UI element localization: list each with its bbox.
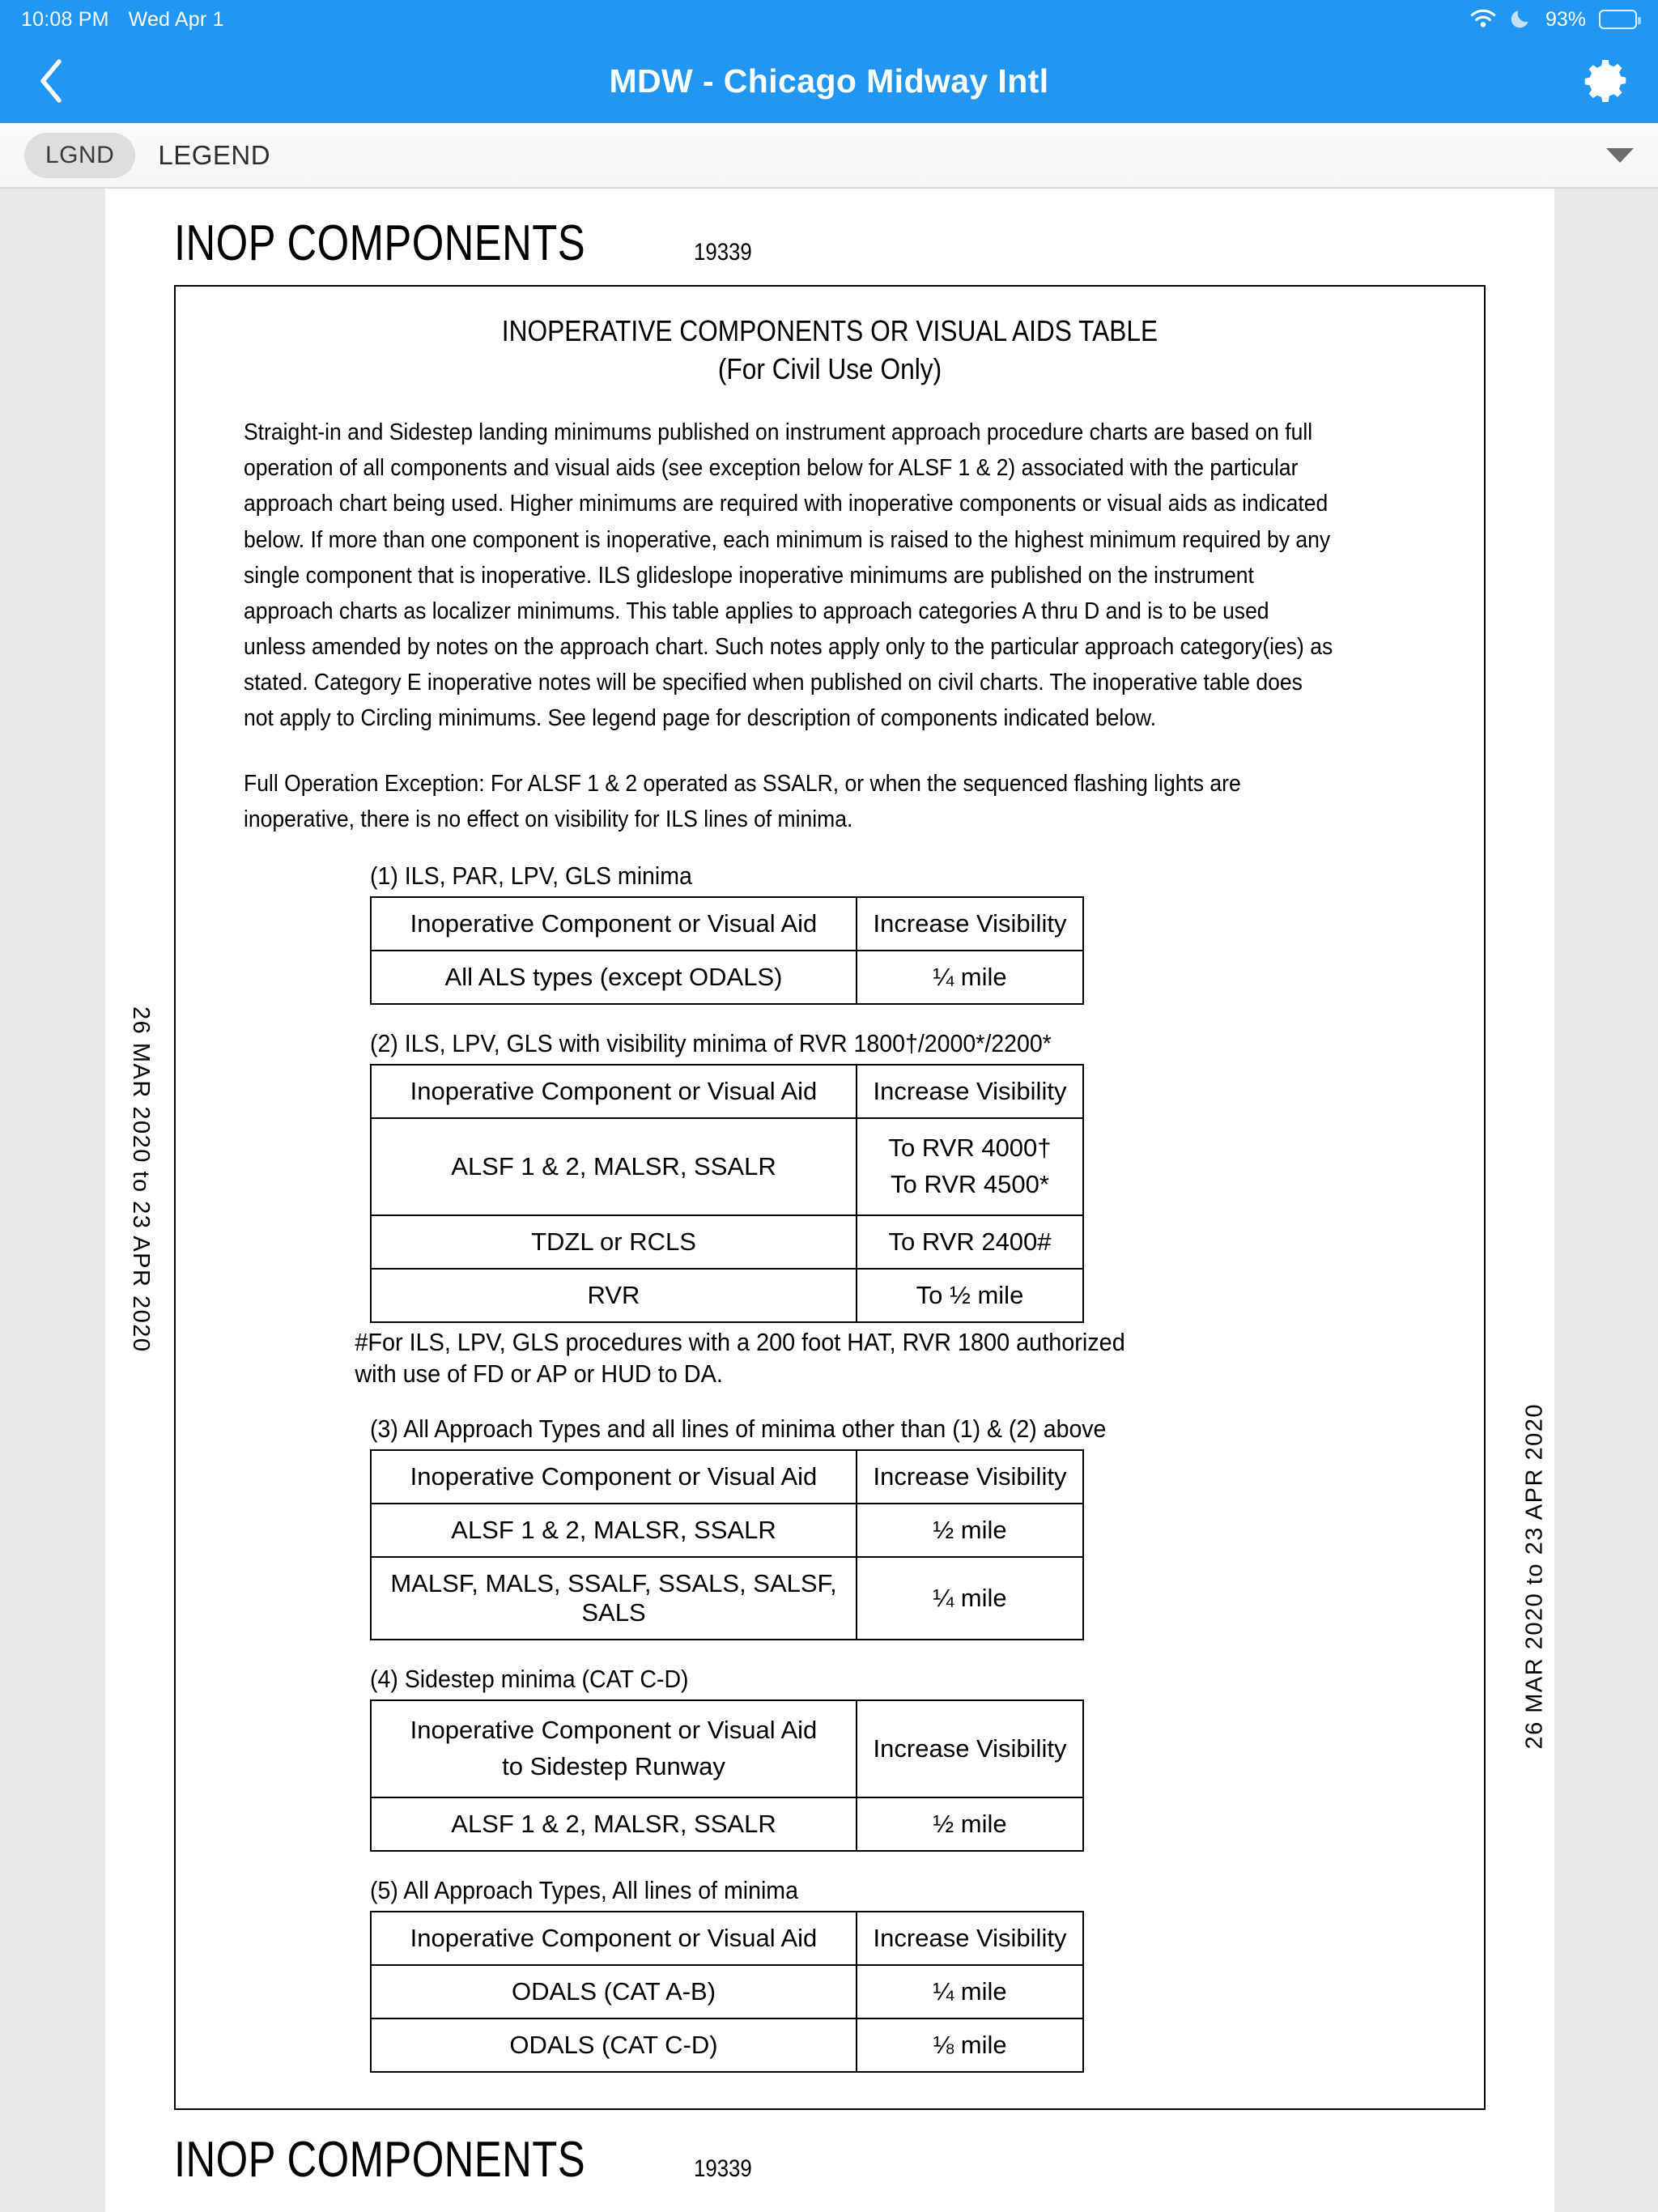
table-row: [371, 951, 1083, 1004]
back-button[interactable]: [28, 57, 76, 105]
document-header-number: 19339: [693, 239, 752, 266]
document-footer: [154, 2110, 1506, 2189]
inop-components-document: [105, 189, 1554, 2189]
status-time: 10:08 PM: [21, 7, 109, 31]
section-5-heading: (5) All Approach Types, All lines of minima: [370, 1875, 798, 1904]
document-footer-title: INOP COMPONENTS: [174, 2131, 586, 2188]
status-date: Wed Apr 1: [128, 7, 224, 31]
cell-visibility: ¼ mile: [857, 1557, 1083, 1640]
document-header: [154, 189, 1506, 279]
table-row: [371, 1269, 1083, 1322]
inop-table-subtitle: (For Civil Use Only): [717, 352, 942, 385]
section-2-heading: (2) ILS, LPV, GLS with visibility minima of RVR 1800†/2000*/2200*: [370, 1028, 1052, 1057]
cell-visibility: To RVR 2400#: [857, 1215, 1083, 1269]
cell-visibility: [857, 1118, 1083, 1215]
column-header-component-line-2: to Sidestep Runway: [502, 1752, 725, 1781]
chart-code-badge[interactable]: LGND: [24, 133, 135, 178]
column-header-visibility: Increase Visibility: [857, 1912, 1083, 1965]
battery-icon: [1599, 10, 1637, 29]
status-bar: [0, 0, 1658, 39]
section-3: [208, 1414, 1452, 1640]
cell-component: ODALS (CAT C-D): [371, 2018, 857, 2072]
chart-name-label: LEGEND: [158, 139, 271, 170]
moon-icon: [1510, 6, 1533, 33]
table-header-row: [371, 1450, 1083, 1504]
effective-date-right: 26 MAR 2020 to 23 APR 2020: [1522, 1403, 1548, 1750]
table-header-row: [371, 1912, 1083, 1965]
hat-note-line-1: #For ILS, LPV, GLS procedures with a 200 foot HAT, RVR 1800 authorized: [355, 1327, 1125, 1356]
table-row: [371, 1215, 1083, 1269]
cell-visibility: ½ mile: [857, 1504, 1083, 1557]
cell-visibility: ¼ mile: [857, 951, 1083, 1004]
column-header-component: Inoperative Component or Visual Aid: [371, 1450, 857, 1504]
section-3-table: [370, 1449, 1084, 1640]
section-1: [208, 861, 1452, 1005]
status-bar-right: [1469, 6, 1637, 33]
section-2-table: [370, 1064, 1084, 1323]
cell-component: ALSF 1 & 2, MALSR, SSALR: [371, 1118, 857, 1215]
page-title: MDW - Chicago Midway Intl: [609, 62, 1049, 100]
section-1-heading: (1) ILS, PAR, LPV, GLS minima: [370, 861, 692, 890]
effective-date-left: 26 MAR 2020 to 23 APR 2020: [128, 1006, 154, 1353]
column-header-visibility: Increase Visibility: [857, 897, 1083, 951]
column-header-component-line-1: Inoperative Component or Visual Aid: [410, 1716, 818, 1745]
section-4-heading: (4) Sidestep minima (CAT C-D): [370, 1665, 689, 1694]
cell-visibility: ⅛ mile: [857, 2018, 1083, 2072]
cell-component: ALSF 1 & 2, MALSR, SSALR: [371, 1797, 857, 1851]
section-5: [208, 1876, 1452, 2073]
table-row: [371, 1504, 1083, 1557]
cell-component: ALSF 1 & 2, MALSR, SSALR: [371, 1504, 857, 1557]
cell-component: ODALS (CAT A-B): [371, 1965, 857, 2018]
table-header-row: [371, 897, 1083, 951]
document-header-title: INOP COMPONENTS: [174, 215, 586, 271]
cell-visibility-line-2: To RVR 4500*: [891, 1169, 1049, 1198]
chart-page: [105, 189, 1554, 2212]
table-row: [371, 1557, 1083, 1640]
cell-visibility-line-1: To RVR 4000†: [888, 1133, 1052, 1162]
chart-selector-bar[interactable]: [0, 123, 1658, 189]
document-footer-number: 19339: [693, 2155, 752, 2182]
table-header-row: [371, 1700, 1083, 1797]
column-header-component: Inoperative Component or Visual Aid: [371, 1065, 857, 1118]
hat-note-line-2: with use of FD or AP or HUD to DA.: [355, 1359, 723, 1389]
cell-visibility: To ½ mile: [857, 1269, 1083, 1322]
section-3-heading: (3) All Approach Types and all lines of minima other than (1) & (2) above: [370, 1414, 1107, 1444]
intro-paragraph: Straight-in and Sidestep landing minimums published on instrument approach procedure charts are based on full operation of all components and visual aids (see exception below for ALSF 1 & 2) associated with the particular approach chart being used. Higher minimums are required with inoperative components or visual aids as indicated below. If more than one component is inoperative, each minimum is raised to the highest minimum required by any single component that is inoperative. ILS glideslope inoperative minimums are published on the instrument approach charts as localizer minimums. This table applies to approach categories A thru D and is to be used unless amended by notes on the approach chart. Such notes apply only to the particular approach category(ies) as stated. Category E inoperative notes will be specified when published on civil charts. The inoperative table does not apply to Circling minimums. See legend page for description of components indicated below.: [244, 419, 1333, 732]
column-header-component: Inoperative Component or Visual Aid: [371, 1912, 857, 1965]
status-bar-left: [21, 8, 224, 32]
column-header-component: Inoperative Component or Visual Aid: [371, 897, 857, 951]
cell-component: All ALS types (except ODALS): [371, 951, 857, 1004]
column-header-visibility: Increase Visibility: [857, 1700, 1083, 1797]
chart-viewer[interactable]: [0, 189, 1658, 2212]
cell-component: TDZL or RCLS: [371, 1215, 857, 1269]
table-row: [371, 2018, 1083, 2072]
wifi-icon: [1469, 9, 1497, 30]
inop-table-title: INOPERATIVE COMPONENTS OR VISUAL AIDS TABLE: [501, 314, 1158, 347]
cell-visibility: ½ mile: [857, 1797, 1083, 1851]
section-2: [208, 1029, 1452, 1323]
navigation-bar: [0, 39, 1658, 123]
column-header-visibility: Increase Visibility: [857, 1065, 1083, 1118]
table-row: [371, 1118, 1083, 1215]
section-5-table: [370, 1911, 1084, 2073]
cell-visibility: ¼ mile: [857, 1965, 1083, 2018]
column-header-visibility: Increase Visibility: [857, 1450, 1083, 1504]
cell-component: MALSF, MALS, SSALF, SSALS, SALSF, SALS: [371, 1557, 857, 1640]
cell-component: RVR: [371, 1269, 857, 1322]
battery-percent: 93%: [1545, 7, 1586, 31]
column-header-component: [371, 1700, 857, 1797]
section-4: [208, 1665, 1452, 1852]
full-operation-exception-paragraph: Full Operation Exception: For ALSF 1 & 2 operated as SSALR, or when the sequenced flashing lights are inoperative, there is no effect on visibility for ILS lines of minima.: [244, 770, 1241, 832]
section-4-table: [370, 1699, 1084, 1852]
table-row: [371, 1965, 1083, 2018]
inop-table-frame: [174, 285, 1486, 2110]
table-header-row: [371, 1065, 1083, 1118]
gear-icon[interactable]: [1580, 56, 1630, 106]
section-1-table: [370, 896, 1084, 1005]
chevron-down-icon[interactable]: [1606, 148, 1634, 163]
table-row: [371, 1797, 1083, 1851]
hat-note: [208, 1326, 1364, 1390]
